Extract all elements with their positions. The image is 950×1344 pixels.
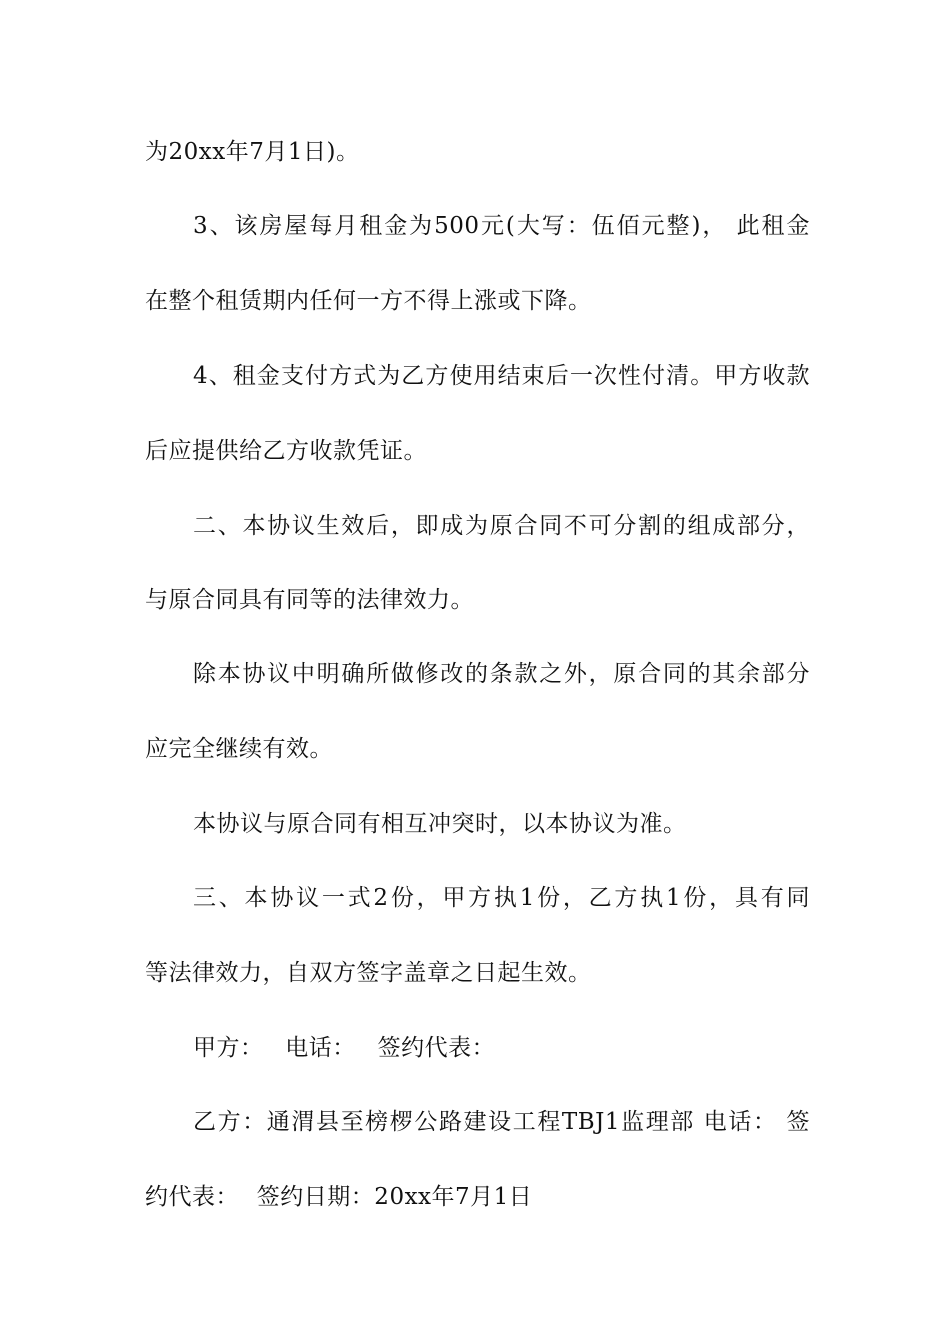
signature-line-party-b: 乙方：通渭县至榜椤公路建设工程TBJ1监理部 电话： 签 (193, 1109, 810, 1135)
signature-date-line: 约代表： 签约日期：20xx年7月1日 (145, 1184, 533, 1210)
text-line-3: 在整个租赁期内任何一方不得上涨或下降。 (145, 288, 592, 314)
text-line-7: 与原合同具有同等的法律效力。 (145, 587, 474, 613)
text-line-11: 三、本协议一式2份，甲方执1份，乙方执1份，具有同 (193, 885, 810, 911)
text-line-12: 等法律效力，自双方签字盖章之日起生效。 (145, 960, 592, 986)
text-line-9: 应完全继续有效。 (145, 736, 333, 762)
text-line-10: 本协议与原合同有相互冲突时，以本协议为准。 (193, 811, 687, 837)
text-line-5: 后应提供给乙方收款凭证。 (145, 438, 427, 464)
text-line-6: 二、本协议生效后，即成为原合同不可分割的组成部分， (193, 513, 810, 539)
signature-line-party-a: 甲方： 电话： 签约代表： (193, 1035, 496, 1061)
text-line-8: 除本协议中明确所做修改的条款之外，原合同的其余部分 (193, 661, 810, 687)
text-line-1: 为20xx年7月1日)。 (145, 139, 360, 165)
text-line-2: 3、该房屋每月租金为500元(大写：伍佰元整)， 此租金 (193, 213, 810, 239)
text-line-4: 4、租金支付方式为乙方使用结束后一次性付清。甲方收款 (193, 363, 810, 389)
